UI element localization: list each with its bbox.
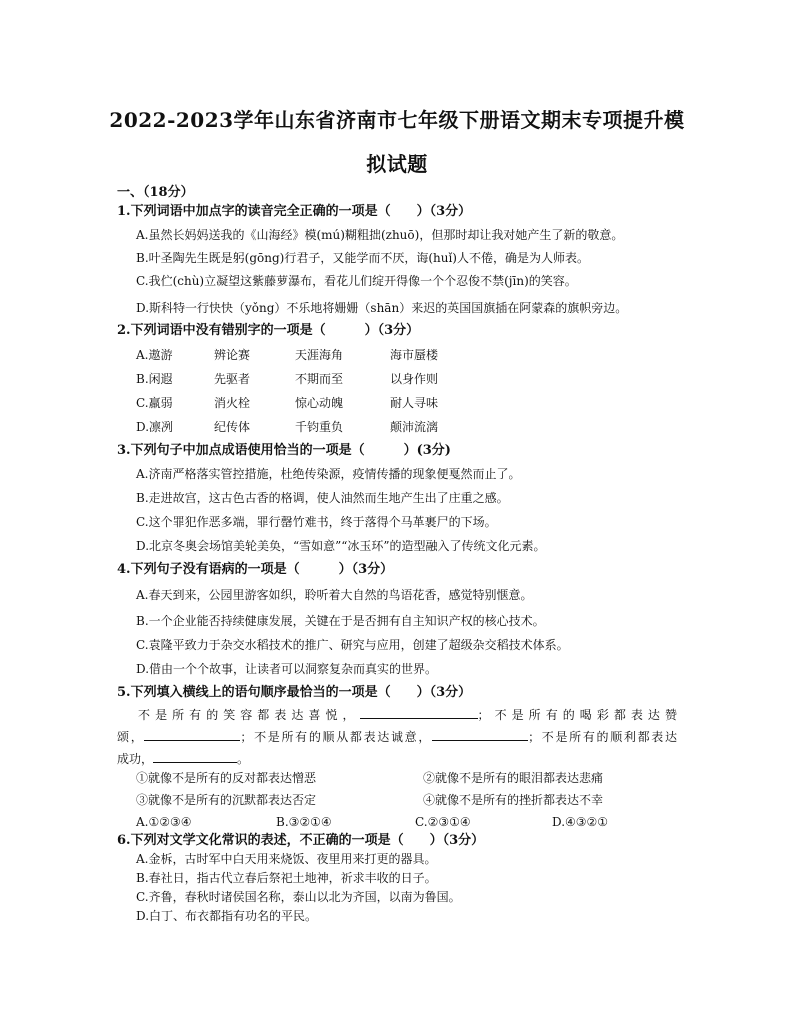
cell: 耐人寻味 — [390, 396, 439, 410]
cell: 消火栓 — [214, 396, 251, 410]
fill-blank-4 — [153, 749, 237, 763]
question-5-sentence-3: ③就像不是所有的沉默都表达否定 — [136, 793, 317, 807]
question-6-option-d: D.白丁、布衣都指有功名的平民。 — [136, 909, 318, 923]
cell: 海市蜃楼 — [390, 348, 439, 362]
question-5-sentence-2: ②就像不是所有的眼泪都表达悲痛 — [423, 771, 604, 785]
cell: 辨论赛 — [214, 348, 251, 362]
section-heading: 一、（18分） — [117, 185, 194, 200]
question-5-option-c: C.②③①④ — [415, 815, 471, 829]
passage-text: 颂， — [117, 730, 145, 744]
question-5-option-d: D.④③②① — [552, 815, 609, 829]
passage-text: 。 — [237, 752, 250, 766]
question-6-stem: 6.下列对文学文化常识的表述，不正确的一项是（ ）（3分） — [117, 833, 485, 848]
cell: 颠沛流漓 — [390, 420, 439, 434]
cell: 天涯海角 — [295, 348, 344, 362]
passage-text: ；不是所有的顺从都表达诚意， — [240, 730, 433, 744]
exam-title-line2: 拟试题 — [366, 152, 428, 176]
cell: 千钧重负 — [295, 420, 344, 434]
question-4-option-d: D.借由一个个故事，让读者可以洞察复杂而真实的世界。 — [136, 662, 438, 676]
question-4-option-a: A.春天到来，公园里游客如织，聆听着大自然的鸟语花香，感觉特别惬意。 — [136, 588, 533, 602]
passage-text: 成功， — [117, 752, 154, 766]
fill-blank-2 — [144, 727, 240, 741]
question-5-sentence-1: ①就像不是所有的反对都表达憎恶 — [136, 771, 317, 785]
question-3-option-c: C.这个罪犯作恶多端，罪行罄竹难书，终于落得个马革裹尸的下场。 — [136, 515, 497, 529]
cell: 先驱者 — [214, 372, 251, 386]
question-4-option-b: B.一个企业能否持续健康发展，关键在于是否拥有自主知识产权的核心技术。 — [136, 614, 545, 628]
passage-line-2 — [117, 726, 677, 748]
passage-line-3 — [117, 748, 677, 770]
cell: B.闲遐 — [136, 372, 173, 386]
question-5-passage — [117, 704, 677, 770]
fill-blank-1 — [360, 705, 478, 719]
question-5-option-a: A.①②③④ — [136, 815, 192, 829]
question-5-stem: 5.下列填入横线上的语句顺序最恰当的一项是（ ）（3分） — [117, 685, 472, 700]
cell: C.羸弱 — [136, 396, 173, 410]
question-5-option-b: B.③②①④ — [276, 815, 332, 829]
question-3-option-a: A.济南严格落实管控措施，杜绝传染源，疫情传播的现象便戛然而止了。 — [136, 467, 521, 481]
cell: 惊心动魄 — [295, 396, 344, 410]
question-3-stem: 3.下列句子中加点成语使用恰当的一项是（ ）(3分) — [117, 443, 451, 458]
cell: 纪传体 — [214, 420, 251, 434]
passage-line-1 — [117, 704, 677, 726]
cell: 以身作则 — [390, 372, 439, 386]
passage-text: ；不是所有的喝彩都表达赞 — [477, 708, 677, 722]
question-5-sentence-4: ④就像不是所有的挫折都表达不幸 — [423, 793, 604, 807]
question-1-option-c: C.我伫(chù)立凝望这紫藤萝瀑布，看花儿们绽开得像一个个忍俊不禁(jīn)的笑容。 — [136, 274, 577, 288]
question-1-option-b: B.叶圣陶先生既是躬(gōng)行君子，又能学而不厌，诲(huǐ)人不倦，确是为人师表。 — [136, 251, 589, 265]
question-2-stem: 2.下列词语中没有错别字的一项是（ ）（3分） — [117, 323, 420, 338]
question-1-option-d: D.斯科特一行快快（yǒng）不乐地将姗姗（shān）来迟的英国国旗插在阿蒙森的旗帜旁边。 — [136, 301, 628, 315]
cell: A.遨游 — [136, 348, 173, 362]
exam-title-line1: 2022-2023学年山东省济南市七年级下册语文期末专项提升模 — [109, 108, 685, 132]
question-6-option-c: C.齐鲁，春秋时诸侯国名称，泰山以北为齐国，以南为鲁国。 — [136, 890, 461, 904]
question-6-option-b: B.春社日，指古代立春后祭祀土地神，祈求丰收的日子。 — [136, 871, 437, 885]
question-3-option-d: D.北京冬奥会场馆美轮美奂，“雪如意”“冰玉环”的造型融入了传统文化元素。 — [136, 539, 546, 553]
passage-text: ；不是所有的顺利都表达 — [528, 730, 677, 744]
question-6-option-a: A.金柝，古时军中白天用来烧饭、夜里用来打更的器具。 — [136, 852, 437, 866]
question-3-option-b: B.走进故宫，这古色古香的格调，使人油然而生地产生出了庄重之感。 — [136, 491, 509, 505]
cell: D.凛冽 — [136, 420, 174, 434]
question-4-stem: 4.下列句子没有语病的一项是（ ）（3分） — [117, 562, 394, 577]
cell: 不期而至 — [295, 372, 344, 386]
question-1-option-a: A.虽然长妈妈送我的《山海经》模(mú)糊粗拙(zhuō)，但那时却让我对她产生了新的敬意。 — [136, 228, 624, 242]
passage-text: 不是所有的笑容都表达喜悦， — [133, 708, 360, 722]
fill-blank-3 — [432, 727, 528, 741]
question-4-option-c: C.袁隆平致力于杂交水稻技术的推广、研究与应用，创建了超级杂交稻技术体系。 — [136, 638, 569, 652]
question-1-stem: 1.下列词语中加点字的读音完全正确的一项是（ ）（3分） — [117, 204, 472, 219]
